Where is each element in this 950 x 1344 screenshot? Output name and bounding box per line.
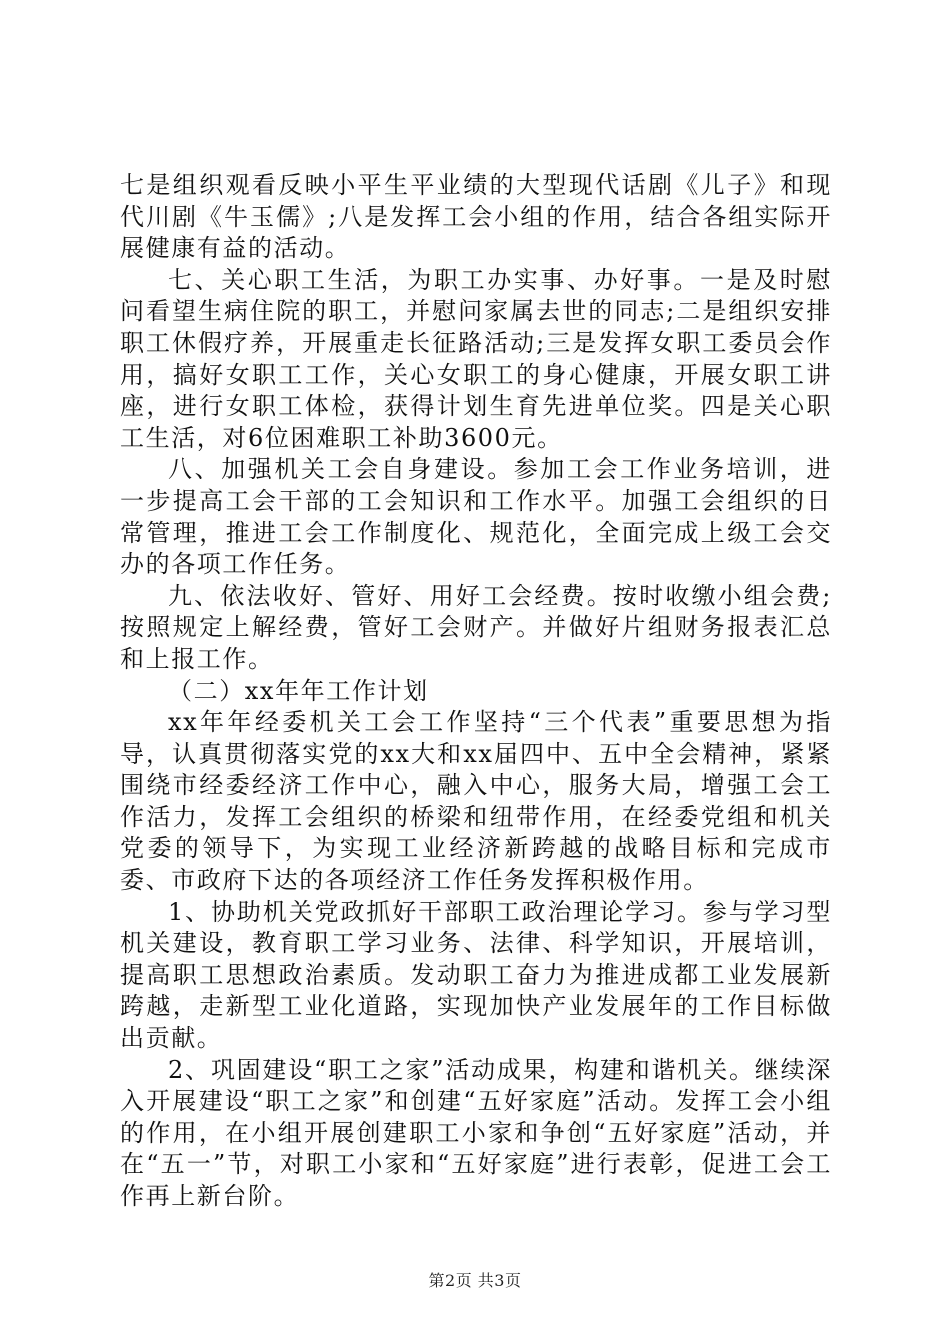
paragraph-section-7: 七、关心职工生活，为职工办实事、办好事。一是及时慰问看望生病住院的职工，并慰问家属去世的同志;二是组织安排职工休假疗养，开展重走长征路活动;三是发挥女职工委员会作用，搞好女职工工作，关心女职工的身心健康，开展女职工讲座，进行女职工体检，获得计划生育先进单位奖。四是关心职工生活，对6位困难职工补助3600元。 xyxy=(120,265,832,452)
document-body xyxy=(120,170,832,1213)
paragraph-plan-item-2: 2、巩固建设“职工之家”活动成果，构建和谐机关。继续深入开展建设“职工之家”和创建“五好家庭”活动。发挥工会小组的作用，在小组开展创建职工小家和争创“五好家庭”活动，并在“五一”节，对职工小家和“五好家庭”进行表彰，促进工会工作再上新台阶。 xyxy=(120,1055,832,1210)
section-heading-work-plan: （二）xx年年工作计划 xyxy=(168,676,429,705)
paragraph-continuation: 七是组织观看反映小平生平业绩的大型现代话剧《儿子》和现代川剧《牛玉儒》;八是发挥工会小组的作用，结合各组实际开展健康有益的活动。 xyxy=(120,171,832,263)
paragraph-plan-item-1: 1、协助机关党政抓好干部职工政治理论学习。参与学习型机关建设，教育职工学习业务、法律、科学知识，开展培训，提高职工思想政治素质。发动职工奋力为推进成都工业发展新跨越，走新型工业化道路，实现加快产业发展年的工作目标做出贡献。 xyxy=(120,897,832,1053)
paragraph-plan-intro: xx年年经委机关工会工作坚持“三个代表”重要思想为指导，认真贯彻落实党的xx大和xx届四中、五中全会精神，紧紧围绕市经委经济工作中心，融入中心，服务大局，增强工会工作活力，发挥工会组织的桥梁和纽带作用，在经委党组和机关党委的领导下，为实现工业经济新跨越的战略目标和完成市委、市政府下达的各项经济工作任务发挥积极作用。 xyxy=(120,708,832,895)
paragraph-section-8: 八、加强机关工会自身建设。参加工会工作业务培训，进一步提高工会干部的工会知识和工作水平。加强工会组织的日常管理，推进工会工作制度化、规范化，全面完成上级工会交办的各项工作任务。 xyxy=(120,455,832,579)
page-footer: 第2页 共3页 xyxy=(428,1271,522,1290)
paragraph-section-9: 九、依法收好、管好、用好工会经费。按时收缴小组会费;按照规定上解经费，管好工会财产。并做好片组财务报表汇总和上报工作。 xyxy=(120,581,832,673)
